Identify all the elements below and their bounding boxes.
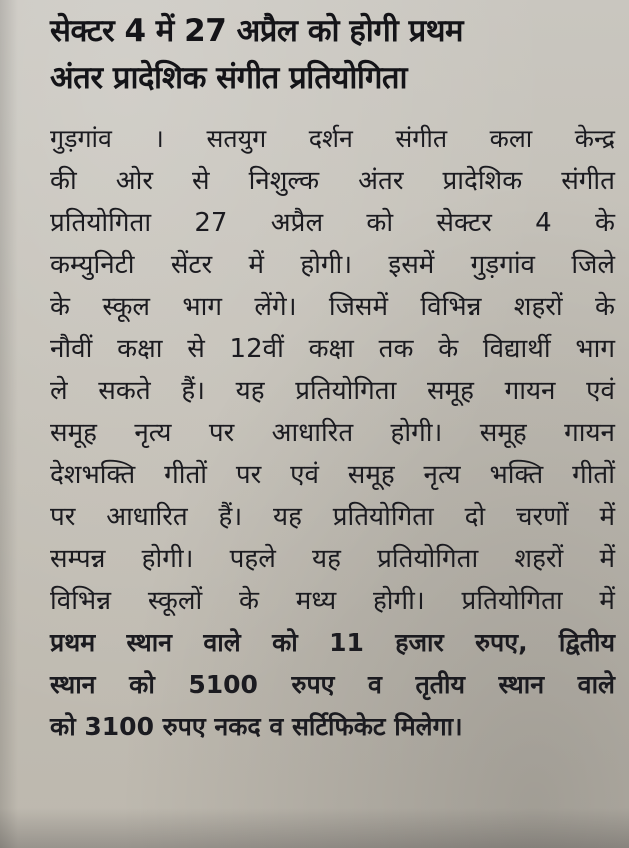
body-line-10: पर आधारित हैं। यह प्रतियोगिता दो चरणों में (50, 502, 615, 532)
headline-line-2: अंतर प्रादेशिक संगीत प्रतियोगिता (50, 60, 408, 96)
body-line-13: प्रथम स्थान वाले को 11 हजार रुपए, द्वितीय (50, 628, 615, 657)
paper-shadow-bottom (0, 808, 629, 848)
headline-line-1: सेक्टर 4 में 27 अप्रैल को होगी प्रथम (50, 13, 464, 49)
body-line-9: देशभक्ति गीतों पर एवं समूह नृत्य भक्ति गीतों (50, 460, 615, 490)
body-line-14: स्थान को 5100 रुपए व तृतीय स्थान वाले (50, 670, 615, 699)
body-line-2: की ओर से निशुल्क अंतर प्रादेशिक संगीत (50, 166, 615, 196)
body-line-12: विभिन्न स्कूलों के मध्य होगी। प्रतियोगिता में (50, 586, 615, 616)
article-body (50, 118, 615, 748)
article-headline (50, 8, 610, 102)
body-line-8: समूह नृत्य पर आधारित होगी। समूह गायन (50, 418, 615, 448)
body-line-4: कम्युनिटी सेंटर में होगी। इसमें गुड़गांव जिले (50, 250, 615, 280)
body-line-1: गुड़गांव । सतयुग दर्शन संगीत कला केन्द्र (50, 124, 615, 153)
body-line-11: सम्पन्न होगी। पहले यह प्रतियोगिता शहरों में (50, 544, 615, 574)
paper-shadow-left (0, 0, 18, 848)
body-line-6: नौवीं कक्षा से 12वीं कक्षा तक के विद्यार्थी भाग (50, 334, 615, 364)
body-line-5: के स्कूल भाग लेंगे। जिसमें विभिन्न शहरों के (50, 292, 615, 322)
body-line-3: प्रतियोगिता 27 अप्रैल को सेक्टर 4 के (50, 208, 615, 238)
body-line-7: ले सकते हैं। यह प्रतियोगिता समूह गायन एवं (50, 376, 615, 406)
body-line-15: को 3100 रुपए नकद व सर्टिफिकेट मिलेगा। (50, 712, 463, 741)
